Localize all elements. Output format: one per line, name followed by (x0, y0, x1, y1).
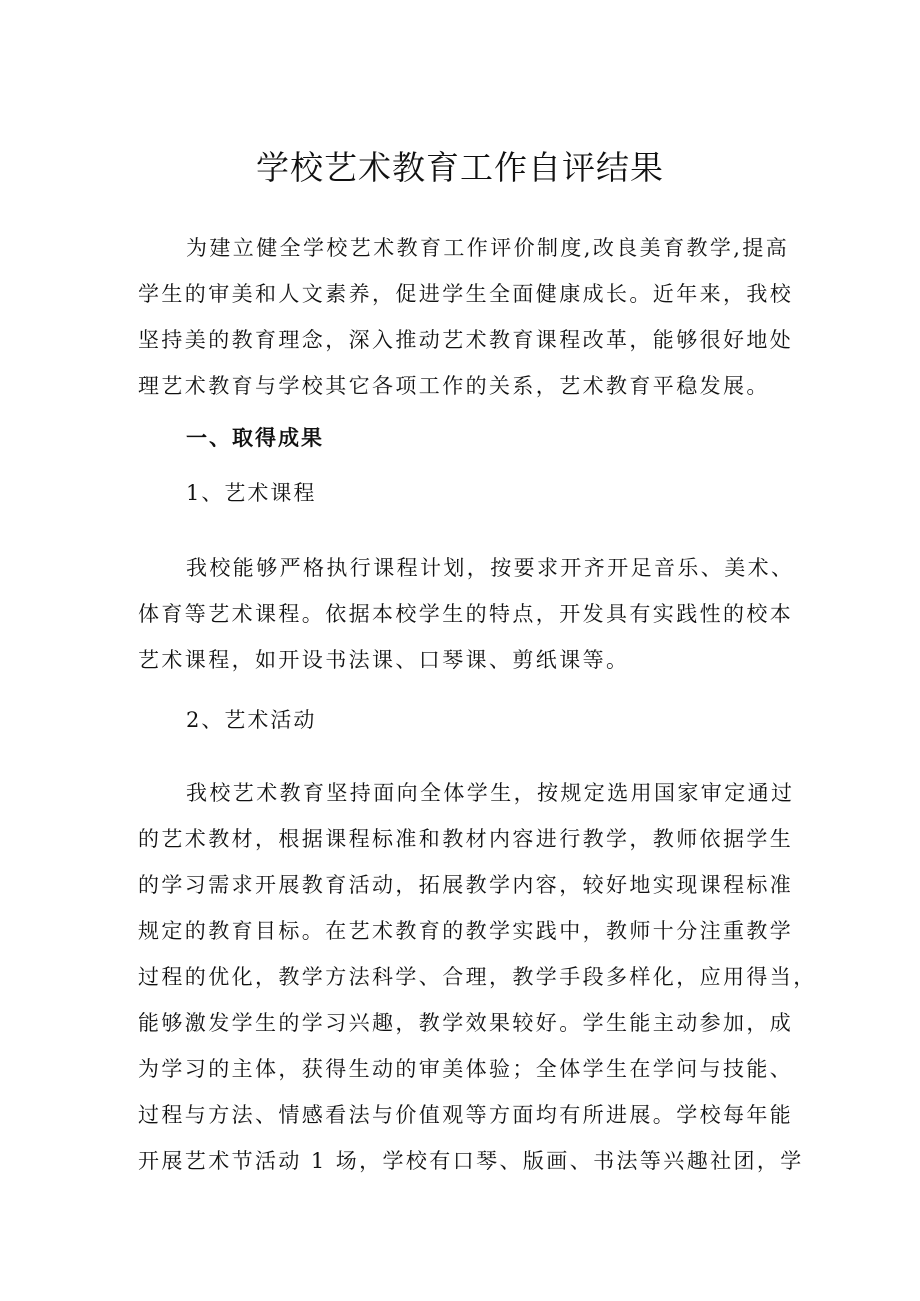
paragraph-line: 开展艺术节活动 1 场，学校有口琴、版画、书法等兴趣社团，学 (138, 1149, 804, 1173)
paragraph-line: 的学习需求开展教育活动，拓展教学内容，较好地实现课程标准 (138, 873, 794, 897)
paragraph-line: 我校能够严格执行课程计划，按要求开齐开足音乐、美术、 (186, 556, 795, 580)
paragraph-line: 艺术课程，如开设书法课、口琴课、剪纸课等。 (138, 648, 630, 672)
paragraph-line: 为学习的主体，获得生动的审美体验；全体学生在学问与技能、 (138, 1057, 794, 1081)
paragraph-line: 的艺术教材，根据课程标准和教材内容进行教学，教师依据学生 (138, 827, 794, 851)
courses-paragraph (138, 545, 798, 683)
paragraph-line: 过程与方法、情感看法与价值观等方面均有所进展。学校每年能 (138, 1103, 794, 1127)
subheading-art-courses: 1、艺术课程 (186, 481, 317, 505)
paragraph-line: 学生的审美和人文素养，促进学生全面健康成长。近年来，我校 (138, 282, 794, 306)
document-title: 学校艺术教育工作自评结果 (256, 148, 664, 187)
paragraph-line: 为建立健全学校艺术教育工作评价制度,改良美育教学,提高 (186, 236, 790, 260)
paragraph-line: 坚持美的教育理念，深入推动艺术教育课程改革，能够很好地处 (138, 328, 794, 352)
paragraph-line: 能够激发学生的学习兴趣，教学效果较好。学生能主动参加，成 (138, 1011, 794, 1035)
section-heading-achievements: 一、取得成果 (186, 426, 324, 450)
activities-paragraph (138, 770, 817, 1184)
paragraph-line: 体育等艺术课程。依据本校学生的特点，开发具有实践性的校本 (138, 602, 794, 626)
intro-paragraph (138, 225, 798, 409)
paragraph-line: 我校艺术教育坚持面向全体学生，按规定选用国家审定通过 (186, 781, 795, 805)
paragraph-line: 过程的优化，教学方法科学、合理，教学手段多样化，应用得当， (138, 965, 817, 989)
subheading-art-activities: 2、艺术活动 (186, 708, 317, 732)
paragraph-line: 规定的教育目标。在艺术教育的教学实践中，教师十分注重教学 (138, 919, 794, 943)
paragraph-line: 理艺术教育与学校其它各项工作的关系，艺术教育平稳发展。 (138, 374, 770, 398)
